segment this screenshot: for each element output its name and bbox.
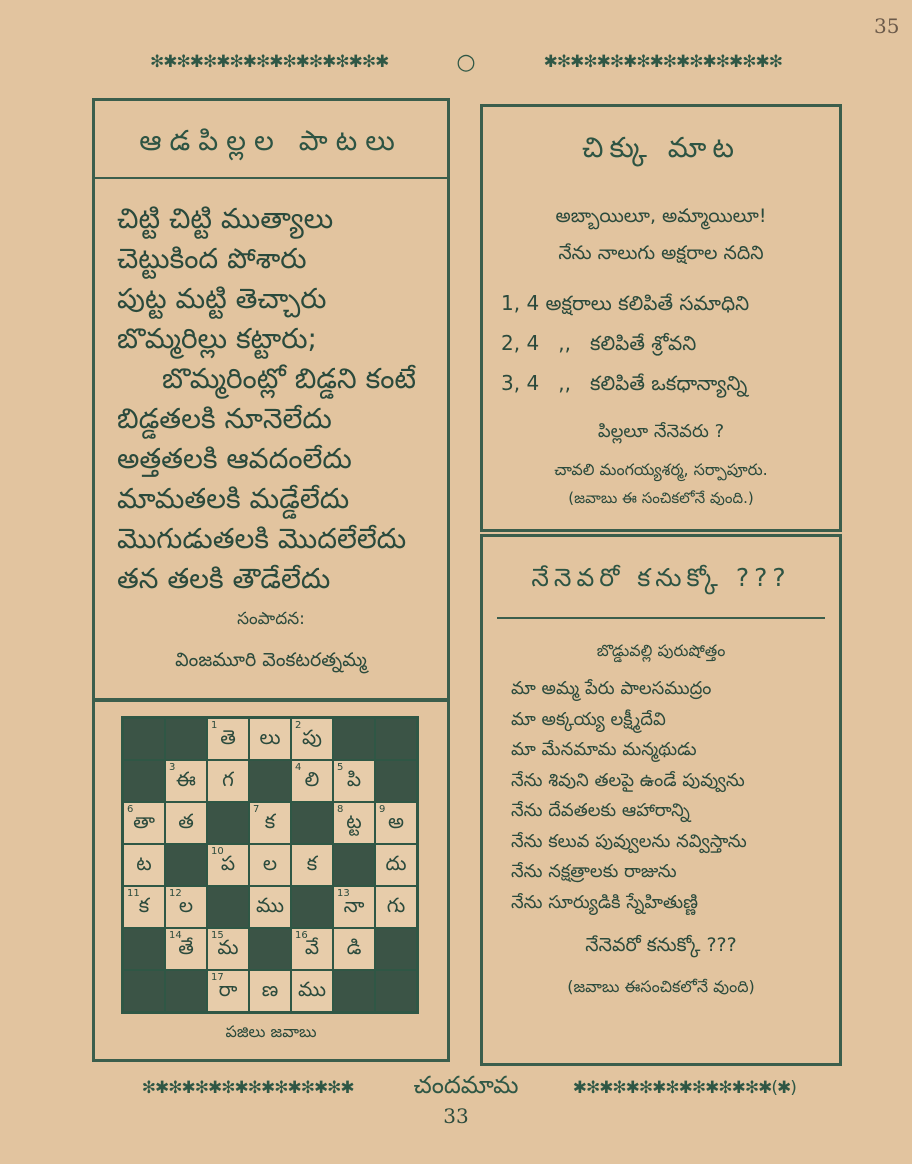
who-line: నేను శివుని తలపై ఉండే పువ్వును — [511, 769, 745, 791]
crossword-letter: క — [264, 808, 276, 833]
crossword-clue-number: 11 — [127, 888, 140, 899]
who-line: మా మేనమామ మన్మథుడు — [511, 739, 697, 760]
crossword-clue-number: 5 — [337, 762, 344, 773]
crossword-clue-number: 13 — [337, 888, 350, 899]
crossword-cell — [291, 718, 333, 760]
crossword-block-cell — [333, 718, 375, 760]
crossword-letter: ల — [262, 850, 278, 875]
puzzle-answer-note: (జవాబు ఈ సంచికలోనే వుంది.) — [568, 489, 754, 507]
song-title: ఆడపిల్లల పాటలు — [95, 101, 447, 179]
crossword-block-cell — [375, 970, 417, 1012]
page-number: 33 — [443, 1104, 469, 1128]
crossword-letter: తె — [220, 724, 236, 749]
who-line: నేను కలువ పువ్వులను నవ్విస్తాను — [511, 830, 747, 852]
who-answer-note: (జవాబు ఈసంచికలోనే వుంది) — [567, 977, 755, 996]
crossword-letter: క — [306, 850, 318, 875]
who-line: మా అక్కయ్య లక్ష్మీదేవి — [511, 708, 666, 730]
crossword-block-cell — [333, 844, 375, 886]
puzzle-panel — [480, 104, 842, 532]
puzzle-author: చావలి మంగయ్యశర్మ, సర్పాపూరు. — [554, 460, 768, 479]
crossword-letter: డి — [346, 934, 362, 959]
puzzle-clue: 1, 4 అక్షరాలు కలిపితే సమాధిని — [501, 291, 750, 315]
song-line: బొమ్మరిల్లు కట్టారు; — [117, 322, 317, 355]
top-ornament-left: ✻✱✻✱✻✱✻✱✻✱✻✱✻✱✻✱✻✱ — [150, 52, 389, 72]
crossword-cell — [375, 802, 417, 844]
crossword-cell — [207, 928, 249, 970]
puzzle-intro-2: నేను నాలుగు అక్షరాల నదిని — [558, 242, 764, 264]
crossword-cell — [249, 844, 291, 886]
page-corner-mark: 35 — [874, 14, 900, 38]
who-title-rule — [497, 617, 825, 619]
song-line: చిట్టి చిట్టి ముత్యాలు — [117, 202, 334, 235]
crossword-clue-number: 8 — [337, 804, 344, 815]
crossword-block-cell — [207, 802, 249, 844]
crossword-letter: క — [138, 892, 150, 917]
crossword-block-cell — [291, 886, 333, 928]
who-lines — [511, 674, 839, 918]
crossword-clue-number: 3 — [169, 762, 176, 773]
crossword-cell — [207, 844, 249, 886]
puzzle-intro-1: అబ్బాయిలూ, అమ్మాయిలూ! — [555, 205, 767, 227]
crossword-letter: ట — [136, 850, 152, 875]
puzzle-clue: 2, 4 ,, కలిపితే శ్రోవని — [501, 331, 697, 355]
song-line: తన తలకి తౌడేలేదు — [117, 562, 331, 595]
top-ornament-right: ✱✻✱✻✱✻✱✻✱✻✱✻✱✻✱✻✱✻ — [543, 52, 783, 72]
puzzle-clues — [501, 283, 839, 403]
magazine-name: చందమామ — [413, 1074, 519, 1099]
crossword-caption: పజిలు జవాబు — [225, 1022, 317, 1041]
crossword-letter: గు — [386, 892, 406, 917]
song-panel — [92, 98, 450, 702]
crossword-block-cell — [123, 760, 165, 802]
crossword-letter: నా — [343, 892, 365, 917]
who-author: బొడ్డువల్లి పురుషోత్తం — [596, 641, 726, 660]
crossword-letter: ట్ట — [346, 808, 362, 833]
crossword-cell — [207, 718, 249, 760]
crossword-grid — [121, 716, 419, 1014]
crossword-letter: అ — [388, 808, 404, 833]
crossword-letter: ము — [255, 892, 285, 917]
crossword-clue-number: 16 — [295, 930, 308, 941]
crossword-block-cell — [375, 928, 417, 970]
crossword-cell — [249, 886, 291, 928]
crossword-clue-number: 15 — [211, 930, 224, 941]
who-line: మా అమ్మ పేరు పాలసముద్రం — [511, 678, 712, 699]
who-line: నేను సూర్యుడికి స్నేహితుణ్ణి — [511, 891, 699, 913]
song-line: మొగుడుతలకి మొదలేలేదు — [117, 522, 407, 555]
song-editor-label: సంపాదన: — [237, 609, 305, 629]
crossword-letter: తా — [133, 808, 155, 833]
crossword-clue-number: 14 — [169, 930, 182, 941]
song-line: అత్తతలకి ఆవదంలేదు — [117, 442, 352, 475]
crossword-letter: ము — [297, 976, 327, 1001]
crossword-letter: గ — [222, 766, 234, 791]
crossword-cell — [333, 886, 375, 928]
crossword-letter: పి — [346, 766, 362, 791]
bottom-ornament-border — [88, 1074, 844, 1102]
who-panel — [480, 534, 842, 1066]
crossword-block-cell — [165, 970, 207, 1012]
crossword-block-cell — [165, 718, 207, 760]
crossword-cell — [333, 760, 375, 802]
crossword-cell — [375, 844, 417, 886]
puzzle-question: పిల్లలూ నేనెవరు ? — [597, 421, 725, 442]
bottom-ornament-left: ✻✱✻✱✻✱✻✱✻✱✻✱✻✱✻✱ — [141, 1078, 354, 1098]
crossword-letter: మ — [217, 934, 239, 959]
crossword-letter: త — [178, 808, 194, 833]
crossword-cell — [165, 802, 207, 844]
song-lines — [117, 199, 437, 599]
crossword-cell — [165, 760, 207, 802]
crossword-letter: పు — [302, 724, 322, 749]
song-line: బిడ్డతలకి నూనెలేదు — [117, 402, 332, 435]
crossword-clue-number: 2 — [295, 720, 302, 731]
crossword-cell — [291, 760, 333, 802]
crossword-cell — [291, 928, 333, 970]
crossword-letter: దు — [385, 850, 407, 875]
crossword-cell — [123, 844, 165, 886]
crossword-letter: వే — [304, 934, 320, 959]
bottom-ornament-right: ✱✻✱✻✱✻✱✻✱✻✱✻✱✻✱(✱) — [572, 1078, 796, 1098]
crossword-cell — [123, 802, 165, 844]
crossword-block-cell — [249, 928, 291, 970]
crossword-top-rule — [95, 698, 447, 700]
crossword-letter: ఈ — [176, 766, 196, 791]
crossword-letter: ణ — [261, 976, 279, 1001]
top-ornament-border — [88, 48, 844, 76]
crossword-block-cell — [207, 886, 249, 928]
song-line: పుట్ట మట్టి తెచ్చారు — [117, 282, 327, 315]
crossword-letter: రా — [218, 976, 238, 1001]
crossword-clue-number: 4 — [295, 762, 302, 773]
crossword-block-cell — [123, 718, 165, 760]
song-line: చెట్టుకింద పోశారు — [117, 242, 307, 275]
song-line: బొమ్మరింట్లో బిడ్డని కంటే — [162, 362, 417, 395]
crossword-block-cell — [375, 718, 417, 760]
crossword-letter: తే — [178, 934, 194, 959]
song-editor-name: వింజమూరి వెంకటరత్నమ్మ — [175, 649, 367, 671]
crossword-cell — [291, 970, 333, 1012]
crossword-block-cell — [333, 970, 375, 1012]
crossword-cell — [165, 928, 207, 970]
crossword-cell — [165, 886, 207, 928]
crossword-cell — [207, 970, 249, 1012]
crossword-letter: ప — [220, 850, 236, 875]
crossword-letter: ల — [178, 892, 194, 917]
top-ornament-circle: ○ — [456, 49, 476, 75]
crossword-cell — [249, 970, 291, 1012]
crossword-cell — [333, 802, 375, 844]
crossword-cell — [333, 928, 375, 970]
crossword-block-cell — [375, 760, 417, 802]
crossword-cell — [249, 802, 291, 844]
crossword-clue-number: 12 — [169, 888, 182, 899]
crossword-block-cell — [123, 970, 165, 1012]
who-title: నేనెవరో కనుక్కో ??? — [531, 563, 791, 592]
song-line: మామతలకి మడ్డేలేదు — [117, 482, 350, 515]
crossword-clue-number: 17 — [211, 972, 224, 983]
crossword-cell — [249, 718, 291, 760]
crossword-clue-number: 6 — [127, 804, 134, 815]
crossword-clue-number: 1 — [211, 720, 218, 731]
crossword-cell — [291, 844, 333, 886]
who-closing: నేనెవరో కనుక్కో ??? — [585, 934, 737, 956]
crossword-cell — [375, 886, 417, 928]
crossword-block-cell — [123, 928, 165, 970]
who-line: నేను దేవతలకు ఆహారాన్ని — [511, 800, 690, 821]
crossword-block-cell — [249, 760, 291, 802]
crossword-clue-number: 10 — [211, 846, 224, 857]
crossword-cell — [123, 886, 165, 928]
puzzle-title: చిక్కు మాట — [582, 131, 740, 164]
puzzle-clue: 3, 4 ,, కలిపితే ఒకధాన్యాన్ని — [501, 371, 748, 395]
crossword-block-cell — [165, 844, 207, 886]
crossword-letter: లు — [259, 724, 281, 749]
who-line: నేను నక్షత్రాలకు రాజును — [511, 861, 677, 882]
crossword-cell — [207, 760, 249, 802]
crossword-block-cell — [291, 802, 333, 844]
crossword-clue-number: 7 — [253, 804, 260, 815]
crossword-letter: లి — [304, 766, 320, 791]
crossword-clue-number: 9 — [379, 804, 386, 815]
